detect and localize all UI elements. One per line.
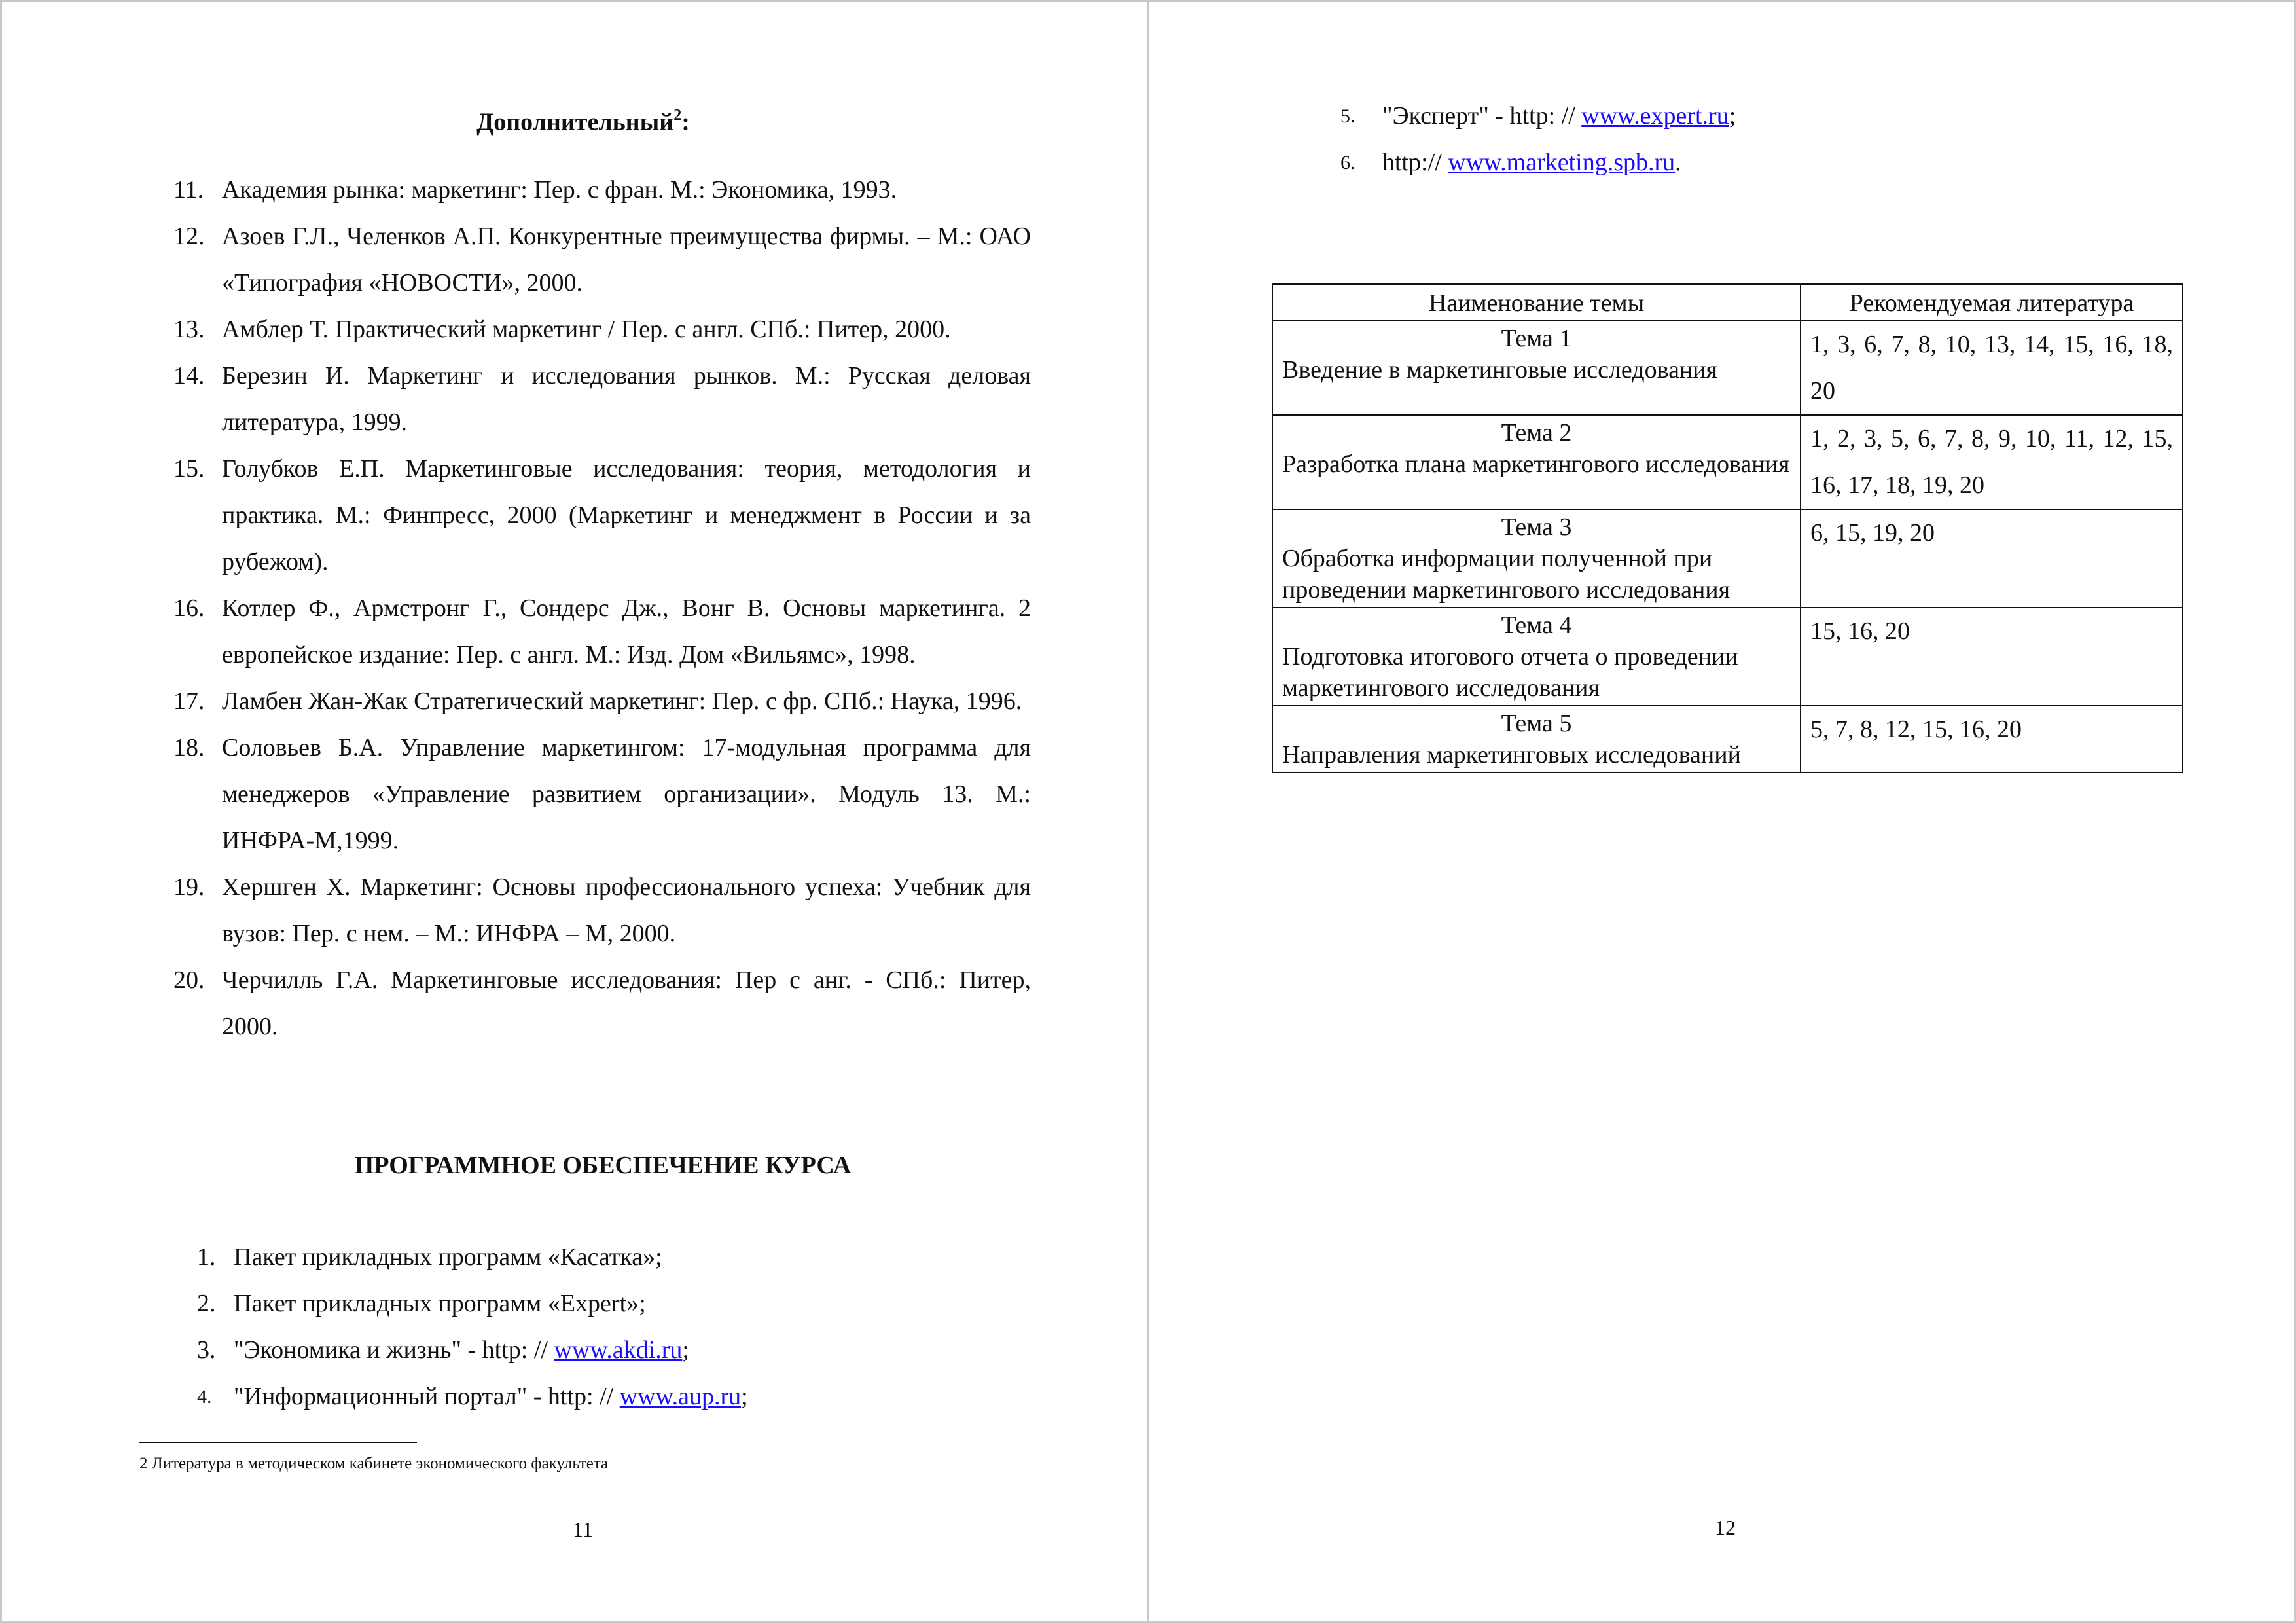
heading-software: ПРОГРАММНОЕ ОБЕСПЕЧЕНИЕ КУРСА (354, 1152, 852, 1179)
topic-title: Подготовка итогового отчета о проведении маркетингового исследования (1282, 643, 1738, 702)
footnote-reference[interactable]: 2 (673, 107, 682, 124)
topic-cell (1272, 509, 1801, 608)
topic-cell (1272, 608, 1801, 706)
page-number: 12 (1715, 1516, 1736, 1539)
literature-cell: 1, 2, 3, 5, 6, 7, 8, 9, 10, 11, 12, 15, 16, 17, 18, 19, 20 (1801, 415, 2183, 509)
software-number: 2. (197, 1290, 216, 1317)
web-resource-text: http:// (1382, 149, 1448, 176)
web-resource-after: . (1675, 149, 1681, 176)
software-text: Пакет прикладных программ «Expert»; (234, 1290, 646, 1317)
reference-number: 20. (173, 966, 205, 994)
topic-number: Тема 1 (1501, 325, 1572, 352)
column-header-topic: Наименование темы (1272, 284, 1801, 321)
table-row (1272, 509, 2183, 608)
reference-item (173, 306, 1031, 353)
topic-cell (1272, 706, 1801, 773)
reference-text: Соловьев Б.А. Управление маркетингом: 17-модульная программа для менеджеров «Управление развитием организации». Модуль 13. М.: ИНФРА-М,1999. (222, 734, 1031, 854)
software-list (197, 1234, 1048, 1420)
heading-additional: Дополнительный$^2$: (476, 107, 690, 136)
software-number: 3. (197, 1336, 216, 1364)
web-resource-text: "Эксперт" - http: // (1382, 102, 1582, 130)
reference-item (173, 213, 1031, 306)
table-row (1272, 321, 2183, 415)
reference-item (173, 678, 1031, 725)
literature-table (1272, 283, 2183, 773)
web-resource-number: 6. (1340, 152, 1355, 173)
page-number: 11 (573, 1518, 593, 1541)
topic-title: Направления маркетинговых исследований (1282, 741, 1741, 769)
reference-number: 18. (173, 734, 205, 761)
reference-item (173, 446, 1031, 585)
page-right (1147, 0, 2296, 1623)
reference-text: Котлер Ф., Армстронг Г., Сондерс Дж., Вонг В. Основы маркетинга. 2 европейское издание: Пер. с англ. М.: Изд. Дом «Вильямс», 1998. (222, 594, 1031, 668)
reference-number: 13. (173, 316, 205, 343)
reference-item (173, 353, 1031, 446)
software-number: 1. (197, 1243, 216, 1271)
reference-number: 11. (173, 176, 204, 204)
topic-cell (1272, 415, 1801, 509)
reference-number: 14. (173, 362, 205, 390)
literature-cell: 5, 7, 8, 12, 15, 16, 20 (1801, 706, 2183, 773)
footnote: 2 Литература в методическом кабинете экономического факультета (139, 1455, 609, 1472)
column-header-literature: Рекомендуемая литература (1801, 284, 2183, 321)
reference-number: 19. (173, 873, 205, 901)
software-item (197, 1234, 1048, 1281)
reference-text: Амблер Т. Практический маркетинг / Пер. с англ. СПб.: Питер, 2000. (222, 316, 951, 343)
web-resource-after: ; (1729, 102, 1736, 130)
reference-item (173, 725, 1031, 864)
software-text: Пакет прикладных программ «Касатка»; (234, 1243, 662, 1271)
reference-item (173, 585, 1031, 678)
reference-text: Ламбен Жан-Жак Стратегический маркетинг: Пер. с фр. СПб.: Наука, 1996. (222, 687, 1022, 715)
literature-cell: 1, 3, 6, 7, 8, 10, 13, 14, 15, 16, 18, 20 (1801, 321, 2183, 415)
web-resource-item (1340, 139, 2191, 186)
topic-number: Тема 2 (1501, 419, 1572, 447)
reference-text: Академия рынка: маркетинг: Пер. с фран. М.: Экономика, 1993. (222, 176, 897, 204)
topic-number: Тема 4 (1501, 611, 1572, 639)
software-text: "Информационный портал" - http: // (234, 1383, 620, 1410)
reference-text: Хершген Х. Маркетинг: Основы профессионального успеха: Учебник для вузов: Пер. с нем. – М.: ИНФРА – М, 2000. (222, 873, 1031, 947)
web-resource-item (1340, 93, 2191, 139)
aup-link[interactable]: www.aup.ru (619, 1383, 742, 1410)
reference-text: Азоев Г.Л., Челенков А.П. Конкурентные преимущества фирмы. – М.: ОАО «Типография «НОВОСТИ», 2000. (222, 223, 1031, 297)
literature-cell: 6, 15, 19, 20 (1801, 509, 2183, 608)
web-resources-list (1340, 93, 2191, 186)
table-row (1272, 608, 2183, 706)
reference-list (173, 167, 1031, 1050)
web-resource-number: 5. (1340, 105, 1355, 127)
reference-item (173, 167, 1031, 213)
expert-link[interactable]: www.expert.ru (1581, 102, 1729, 130)
reference-number: 15. (173, 455, 205, 483)
software-number: 4. (197, 1386, 212, 1408)
table-row (1272, 415, 2183, 509)
marketing-spb-link[interactable]: www.marketing.spb.ru (1448, 149, 1676, 176)
reference-item (173, 957, 1031, 1050)
software-text: "Экономика и жизнь" - http: // (234, 1336, 554, 1364)
software-after: ; (682, 1336, 689, 1364)
reference-item (173, 864, 1031, 957)
reference-text: Черчилль Г.А. Маркетинговые исследования: Пер с анг. - СПб.: Питер, 2000. (222, 966, 1031, 1040)
software-after: ; (741, 1383, 748, 1410)
reference-text: Березин И. Маркетинг и исследования рынков. М.: Русская деловая литература, 1999. (222, 362, 1031, 436)
software-item (197, 1327, 1048, 1374)
table-header-row (1272, 284, 2183, 321)
literature-cell: 15, 16, 20 (1801, 608, 2183, 706)
reference-number: 12. (173, 223, 205, 250)
reference-number: 16. (173, 594, 205, 622)
software-item (197, 1281, 1048, 1327)
topic-number: Тема 5 (1501, 710, 1572, 737)
akdi-link[interactable]: www.akdi.ru (554, 1336, 683, 1364)
topic-title: Обработка информации полученной при проведении маркетингового исследования (1282, 545, 1731, 604)
footnote-divider (139, 1442, 417, 1443)
topic-title: Введение в маркетинговые исследования (1282, 356, 1718, 384)
reference-number: 17. (173, 687, 205, 715)
topic-number: Тема 3 (1501, 513, 1572, 541)
topic-cell (1272, 321, 1801, 415)
table-row (1272, 706, 2183, 773)
reference-text: Голубков Е.П. Маркетинговые исследования: теория, методология и практика. М.: Финпресс, 2000 (Маркетинг и менеджмент в России и за рубежом). (222, 455, 1031, 575)
topic-title: Разработка плана маркетингового исследования (1282, 450, 1790, 478)
software-item (197, 1374, 1048, 1420)
